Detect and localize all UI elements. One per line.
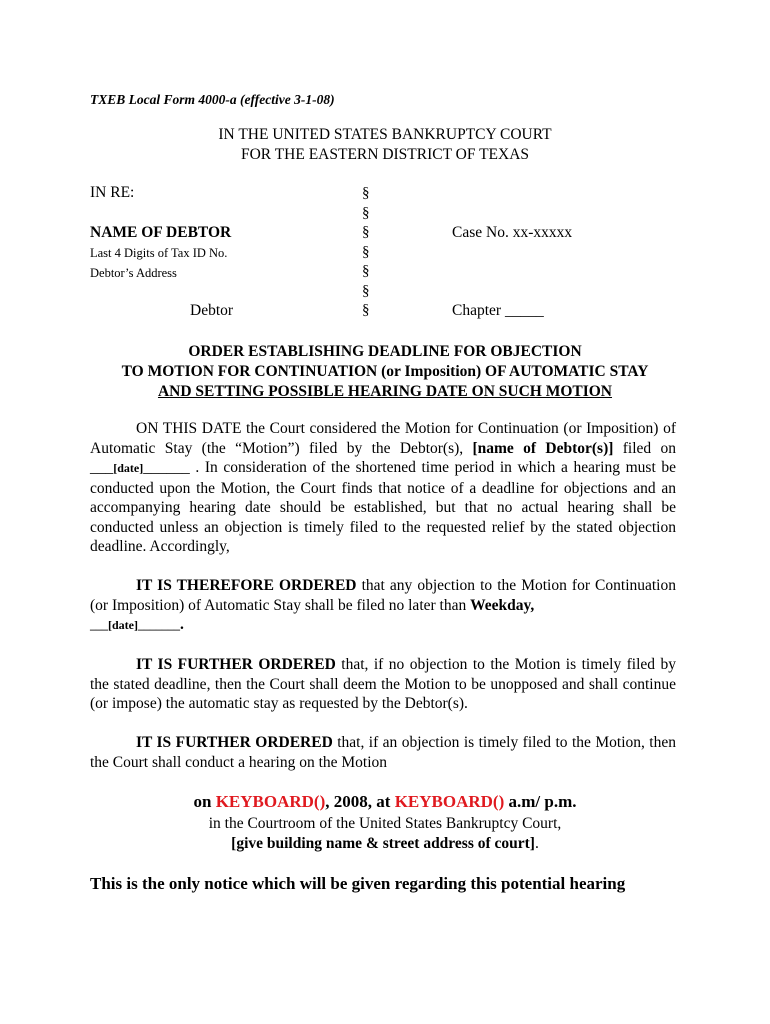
form-identifier: TXEB Local Form 4000-a (effective 3-1-08): [90, 92, 335, 107]
weekday-placeholder: Weekday,: [470, 596, 535, 614]
building-address-placeholder: [give building name & street address of court]: [231, 835, 535, 852]
section-mark: §: [362, 185, 370, 201]
order-title-line-3: [0, 382, 770, 402]
section-mark: §: [362, 204, 370, 221]
debtor-name: NAME OF DEBTOR: [90, 224, 232, 241]
case-caption: [90, 184, 690, 324]
objection-date-placeholder: ___[date]_______: [90, 618, 180, 632]
section-mark: §: [362, 302, 370, 318]
section-marks-column: [362, 184, 382, 321]
debtor-label: Debtor: [190, 302, 234, 319]
hearing-date-line: [0, 792, 770, 812]
in-re-label: IN RE:: [90, 184, 135, 201]
paragraph-further-ordered-2: [90, 733, 676, 772]
order-title-line-3-text: AND SETTING POSSIBLE HEARING DATE ON SUCH MOTION: [157, 383, 613, 400]
order-title: [0, 342, 770, 402]
tax-id-line: Last 4 Digits of Tax ID No.: [90, 246, 228, 260]
p1-text-e: ______ . In consideration of the shortened time period in which a hearing must be conducted upon the Motion, the Court finds that notice of a deadline for objections and an accompanying hearing date should be established, but that no actual hearing shall be conducted unless an objection is timely filed to the requested relief by the stated objection deadline. Accordingly,: [90, 459, 676, 555]
court-name-line: IN THE UNITED STATES BANKRUPTCY COURT: [218, 126, 552, 143]
section-mark: §: [362, 243, 370, 260]
section-mark: §: [362, 263, 370, 279]
p1-text-c: filed on ___: [90, 439, 676, 476]
section-mark: §: [362, 282, 370, 299]
building-address-line: [0, 835, 770, 853]
paragraph-therefore-ordered: [90, 576, 676, 636]
further-ordered-heading: IT IS FURTHER ORDERED: [136, 734, 333, 751]
hearing-year-at: , 2008, at: [325, 792, 395, 811]
courtroom-line: in the Courtroom of the United States Bankruptcy Court,: [208, 815, 562, 832]
final-notice: This is the only notice which will be given regarding this potential hearing: [90, 874, 626, 893]
hearing-on: on: [193, 792, 216, 811]
p1-text-a: ON THIS DATE the Court considered the Motion for Continuation (or Imposition) of Automatic Stay (the “Motion”) filed by the Debtor(s),: [90, 420, 676, 457]
p4-text-b: that, if an objection is timely filed to the Motion, then the Court shall conduct a hearing on the Motion: [90, 734, 676, 771]
court-district-line: FOR THE EASTERN DISTRICT OF TEXAS: [240, 146, 530, 163]
order-title-line-1: ORDER ESTABLISHING DEADLINE FOR OBJECTION: [188, 343, 582, 360]
chapter-number: Chapter _____: [452, 302, 544, 319]
paragraph-considered: [90, 419, 676, 557]
section-mark: §: [362, 224, 370, 240]
p2-text-b: that any objection to the Motion for Continuation (or Imposition) of Automatic Stay shall be filed no later than: [90, 577, 676, 614]
court-header: [0, 125, 770, 165]
p2-period: .: [180, 616, 184, 633]
filing-date-placeholder: [date]: [113, 461, 144, 475]
hearing-date-field[interactable]: KEYBOARD(): [215, 792, 326, 811]
debtor-name-placeholder: [name of Debtor(s)]: [472, 439, 614, 457]
building-address-end: .: [534, 835, 539, 852]
therefore-ordered-heading: IT IS THEREFORE ORDERED: [136, 577, 357, 594]
p3-text-b: that, if no objection to the Motion is timely filed by the stated deadline, then the Court shall deem the Motion to be unopposed and shall continue (or impose) the automatic stay as requested by the Debtor(s).: [90, 656, 676, 712]
further-ordered-heading: IT IS FURTHER ORDERED: [136, 656, 336, 673]
case-number: Case No. xx-xxxxx: [452, 224, 573, 241]
hearing-ampm: a.m/ p.m.: [504, 792, 577, 811]
debtor-address: Debtor’s Address: [90, 266, 177, 280]
hearing-time-field[interactable]: KEYBOARD(): [394, 792, 505, 811]
paragraph-further-ordered-1: [90, 655, 676, 714]
order-title-line-2: TO MOTION FOR CONTINUATION (or Imposition) OF AUTOMATIC STAY: [121, 363, 649, 380]
